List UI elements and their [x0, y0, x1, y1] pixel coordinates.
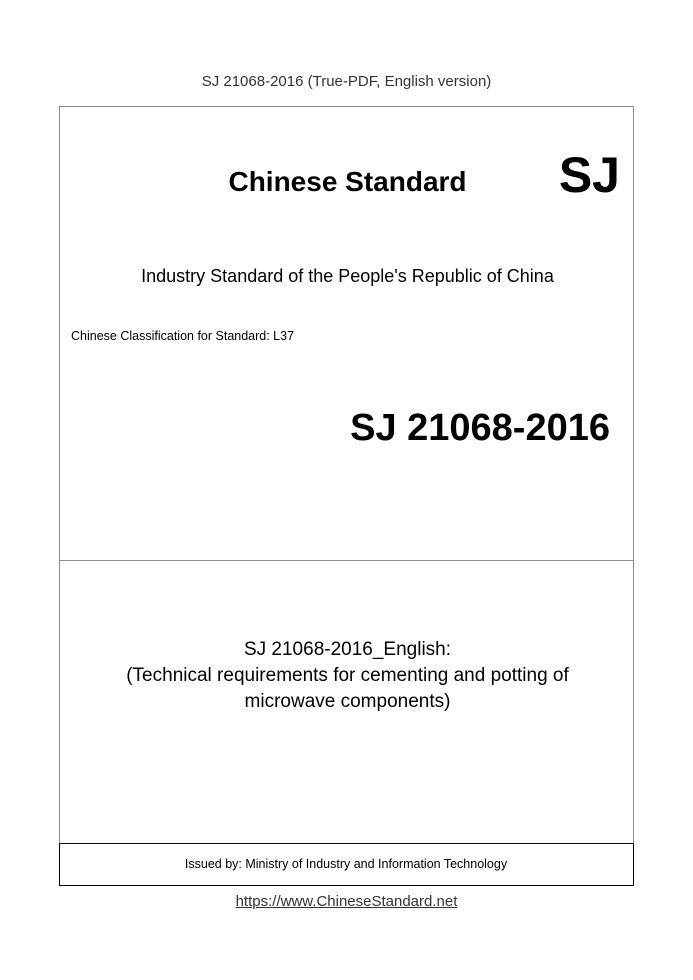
classification-label: Chinese Classification for Standard: L37 [71, 329, 295, 343]
document-title [60, 637, 635, 715]
website-link[interactable]: https://www.ChineseStandard.net [235, 893, 458, 910]
issuer-panel [59, 843, 634, 886]
cover-heading: Chinese Standard [228, 166, 467, 197]
sj-logo: SJ [558, 147, 620, 203]
industry-standard-line: Industry Standard of the People's Republic of China [141, 266, 554, 286]
document-title-line: microwave components) [244, 691, 451, 712]
cover-top-panel [59, 106, 634, 561]
document-title-panel [59, 560, 634, 844]
document-title-line: SJ 21068-2016_English: [243, 639, 452, 660]
standard-number: SJ 21068-2016 [350, 407, 610, 449]
issuer-text: Issued by: Ministry of Industry and Information Technology [184, 857, 508, 871]
page-header: SJ 21068-2016 (True-PDF, English version) [201, 73, 492, 90]
document-title-line: (Technical requirements for cementing and potting of [126, 665, 569, 686]
